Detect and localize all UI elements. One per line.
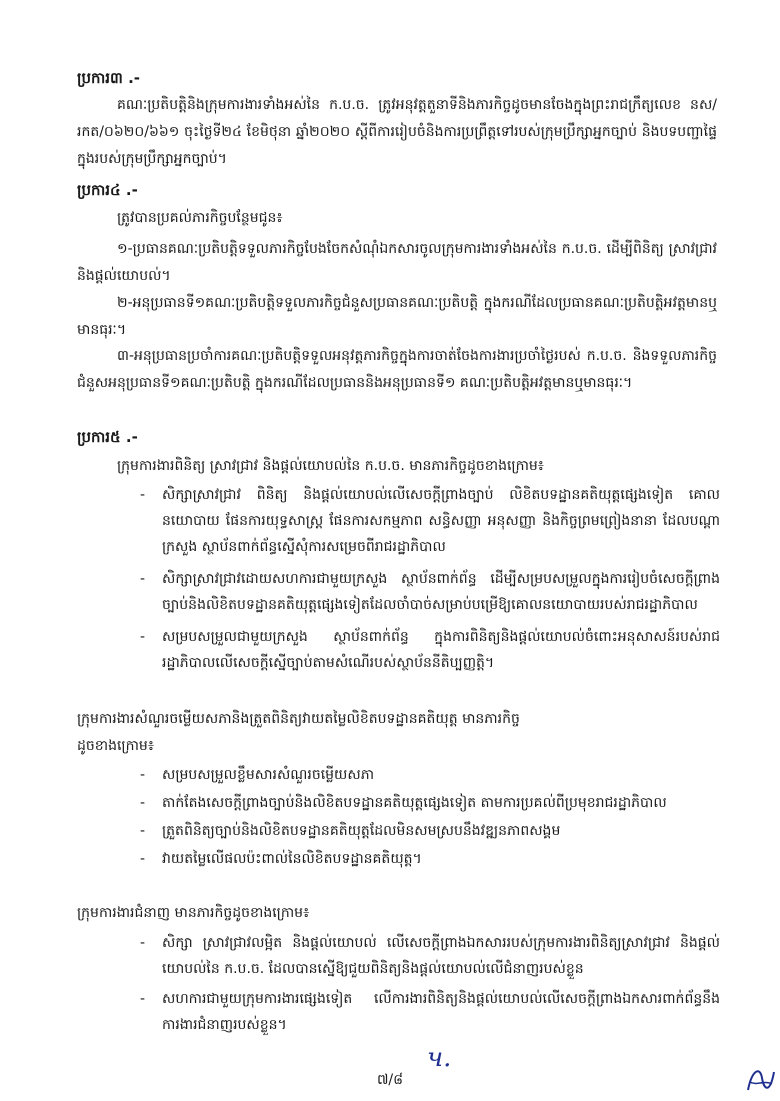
handwritten-initial: ч.: [427, 1043, 452, 1073]
list-item: - សហការជាមួយក្រុមការងារផ្សេងទៀត លើការងារពិនិត្យនិងផ្តល់យោបល់លើសេចក្តីព្រាងឯកសារពាក់ព័ន្ធនឹងការងារជំនាញរបស់ខ្លួន។: [140, 986, 720, 1038]
article-5-heading: ប្រការ៥ .-: [77, 428, 138, 446]
article-4-item-3: ៣-អនុប្រធានប្រចាំការគណៈប្រតិបត្តិទទួលអនុវត្តភារកិច្ចក្នុងការចាត់ចែងការងារប្រចាំថ្ងៃរបស់ ក.ប.ច. និងទទួលភារកិច្ចជំនួសអនុប្រធានទី១គណៈប្រតិបត្តិ ក្នុងករណីដែលប្រធាននិងអនុប្រធានទី១ គណៈប្រតិបត្តិអវត្តមានឬមានធុរៈ។: [77, 348, 717, 391]
group-3-intro: ក្រុមការងារជំនាញ មានភារកិច្ចដូចខាងក្រោម៖: [77, 905, 310, 921]
list-item: - សិក្សា ស្រាវជ្រាវលម្អិត និងផ្តល់យោបល់ លើសេចក្តីព្រាងឯកសាររបស់ក្រុមការងារពិនិត្យស្រាវជ្រាវ និងផ្តល់យោបល់នៃ ក.ប.ច. ដែលបានស្នើឱ្យជួយពិនិត្យនិងផ្តល់យោបល់លើជំនាញរបស់ខ្លួន: [140, 930, 720, 982]
article-4-item-1: ១-ប្រធានគណៈប្រតិបត្តិទទួលភារកិច្ចបែងចែកសំណុំឯកសារចូលក្រុមការងារទាំងអស់នៃ ក.ប.ច. ដើម្បីពិនិត្យ ស្រាវជ្រាវ និងផ្តល់យោបល់។: [77, 241, 717, 284]
group-1-list: [140, 482, 720, 676]
list-item: - តាក់តែងសេចក្តីព្រាងច្បាប់និងលិខិតបទដ្ឋានគតិយុត្តផ្សេងទៀត តាមការប្រគល់ពីប្រមុខរាជរដ្ឋាភិបាល: [140, 790, 720, 816]
group-3-list: [140, 930, 720, 1038]
group-2-intro-line-1: ក្រុមការងារសំណួរចម្លើយសភានិងត្រួតពិនិត្យវាយតម្លៃលិខិតបទដ្ឋានគតិយុត្ត មានភារកិច្ច: [77, 711, 520, 727]
page-number: ៧/៨: [376, 1072, 404, 1088]
article-3-heading: ប្រការ៣ .-: [77, 69, 140, 87]
article-4-heading: ប្រការ៤ .-: [77, 181, 138, 199]
list-item: - សម្របសម្រួលជាមួយក្រសួង ស្ថាប័នពាក់ព័ន្ធ ក្នុងការពិនិត្យនិងផ្តល់យោបល់ចំពោះអនុសាសន៍របស់រាជរដ្ឋាភិបាលលើសេចក្តីស្នើច្បាប់តាមសំណើរបស់ស្ថាប័ននីតិប្បញ្ញត្តិ។: [140, 624, 720, 676]
list-item: - ត្រួតពិនិត្យច្បាប់និងលិខិតបទដ្ឋានគតិយុត្តដែលមិនសមស្របនឹងវឌ្ឍនភាពសង្គម: [140, 818, 720, 844]
group-2-list: [140, 762, 720, 872]
article-3-text: គណៈប្រតិបត្តិនិងក្រុមការងារទាំងអស់នៃ ក.ប.ច. ត្រូវអនុវត្តតួនាទីនិងភារកិច្ចដូចមានចែងក្នុងព្រះរាជក្រឹត្យលេខ នស/រកត/០៦២០/៦៦១ ចុះថ្ងៃទី២៤ ខែមិថុនា ឆ្នាំ២០២០ ស្តីពីការរៀបចំនិងការប្រព្រឹត្តទៅរបស់ក្រុមប្រឹក្សាអ្នកច្បាប់ និងបទបញ្ជាផ្ទៃក្នុងរបស់ក្រុមប្រឹក្សាអ្នកច្បាប់។: [77, 97, 717, 167]
group-2-intro-line-2: ដូចខាងក្រោម៖: [77, 738, 154, 754]
list-item: - សិក្សាស្រាវជ្រាវដោយសហការជាមួយក្រសួង ស្ថាប័នពាក់ព័ន្ធ ដើម្បីសម្របសម្រួលក្នុងការរៀបចំសេចក្តីព្រាងច្បាប់និងលិខិតបទដ្ឋានគតិយុត្តផ្សេងទៀតដែលចាំបាច់សម្រាប់បម្រើឱ្យគោលនយោបាយរបស់រាជរដ្ឋាភិបាល: [140, 566, 720, 618]
article-4-item-2: ២-អនុប្រធានទី១គណៈប្រតិបត្តិទទួលភារកិច្ចជំនួសប្រធានគណៈប្រតិបត្តិ ក្នុងករណីដែលប្រធានគណៈប្រតិបត្តិអវត្តមានឬមានធុរៈ។: [77, 295, 717, 338]
article-4-intro: ត្រូវបានប្រគល់ភារកិច្ចបន្ថែមជូន៖: [117, 210, 283, 226]
list-item: - សិក្សាស្រាវជ្រាវ ពិនិត្យ និងផ្តល់យោបល់លើសេចក្តីព្រាងច្បាប់ លិខិតបទដ្ឋានគតិយុត្តផ្សេងទៀត គោលនយោបាយ ផែនការយុទ្ធសាស្ត្រ ផែនការសកម្មភាព សន្ធិសញ្ញា អនុសញ្ញា និងកិច្ចព្រមព្រៀងនានា ដែលបណ្តាក្រសួង ស្ថាប័នពាក់ព័ន្ធស្នើសុំការសម្រេចពីរាជរដ្ឋាភិបាល: [140, 482, 720, 560]
group-1-intro: ក្រុមការងារពិនិត្យ ស្រាវជ្រាវ និងផ្តល់យោបល់នៃ ក.ប.ច. មានភារកិច្ចដូចខាងក្រោម៖: [117, 458, 544, 474]
list-item: - វាយតម្លៃលើផលប៉ះពាល់នៃលិខិតបទដ្ឋានគតិយុត្ត។: [140, 846, 720, 872]
signature-icon: [742, 1060, 778, 1098]
list-item: - សម្របសម្រួលខ្លឹមសារសំណួរចម្លើយសភា: [140, 762, 720, 788]
